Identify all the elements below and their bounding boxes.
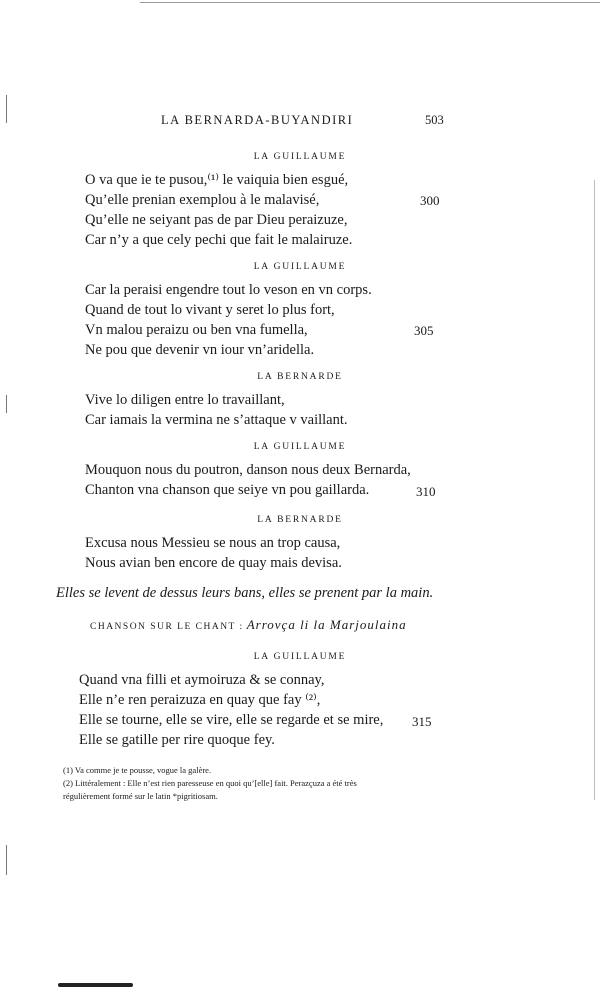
stage-direction: Elles se levent de dessus leurs bans, elles se prenent par la main.: [56, 585, 434, 601]
right-scan-edge: [594, 180, 595, 800]
chanson-tune: Arrovça li la Marjoulaina: [246, 617, 407, 632]
verse-line: Chanton vna chanson que seiye vn pou gaillarda.: [85, 482, 370, 498]
verse-line: Elle n’e ren peraizuza en quay que fay ⁽²⁾,: [79, 692, 321, 708]
footnote: (2) Littéralement : Elle n’est rien paresseuse en quoi qu’[elle] fait. Perazçuza a été très: [63, 778, 357, 788]
verse-line: Mouquon nous du poutron, danson nous deux Bernarda,: [85, 462, 411, 478]
left-scan-edge: [6, 845, 7, 875]
verse-line: Car iamais la vermina ne s’attaque v vaillant.: [85, 412, 348, 428]
line-number: 315: [412, 714, 432, 729]
left-scan-edge: [6, 95, 7, 123]
verse-line: Quand de tout lo vivant y seret lo plus fort,: [85, 302, 335, 318]
verse-line: Vive lo diligen entre lo travaillant,: [85, 392, 285, 408]
verse-line: O va que ie te pusou,⁽¹⁾ le vaiquia bien esgué,: [85, 172, 349, 188]
verse-line: Car n’y a que cely pechi que fait le malairuze.: [85, 232, 353, 248]
speaker-label: LA GUILLAUME: [253, 652, 347, 662]
verse-line: Vn malou peraizu ou ben vna fumella,: [85, 322, 308, 338]
bottom-scan-smudge: [58, 983, 133, 987]
verse-line: Elle se gatille per rire quoque fey.: [79, 732, 275, 748]
speaker-label: LA BERNARDE: [257, 372, 343, 382]
line-number: 300: [420, 193, 440, 208]
line-number: 305: [414, 323, 434, 338]
left-scan-edge: [6, 395, 7, 413]
speaker-label: LA GUILLAUME: [253, 262, 347, 272]
footnote: (1) Va comme je te pousse, vogue la galère.: [63, 765, 212, 775]
verse-line: Ne pou que devenir vn iour vn’aridella.: [85, 342, 315, 358]
chanson-label: CHANSON SUR LE CHANT :: [90, 622, 244, 632]
verse-line: Qu’elle ne seiyant pas de par Dieu peraizuze,: [85, 212, 348, 228]
verse-line: Nous avian ben encore de quay mais devisa.: [85, 555, 342, 571]
verse-line: Car la peraisi engendre tout lo veson en vn corps.: [85, 282, 372, 298]
footnote-continuation: régulièrement formé sur le latin *pigritiosam.: [63, 791, 218, 801]
verse-line: Elle se tourne, elle se vire, elle se regarde et se mire,: [79, 712, 384, 728]
running-header-title: LA BERNARDA-BUYANDIRI: [161, 113, 354, 127]
page-number: 503: [425, 113, 444, 127]
top-scan-rule: [140, 2, 600, 3]
line-number: 310: [416, 484, 436, 499]
verse-line: Quand vna filli et aymoiruza & se connay,: [79, 672, 325, 688]
speaker-label: LA GUILLAUME: [253, 442, 347, 452]
speaker-label: LA BERNARDE: [257, 515, 343, 525]
verse-line: Excusa nous Messieu se nous an trop causa,: [85, 535, 341, 551]
verse-line: Qu’elle prenian exemplou à le malavisé,: [85, 192, 320, 208]
speaker-label: LA GUILLAUME: [253, 152, 347, 162]
chanson-heading: [90, 617, 407, 633]
